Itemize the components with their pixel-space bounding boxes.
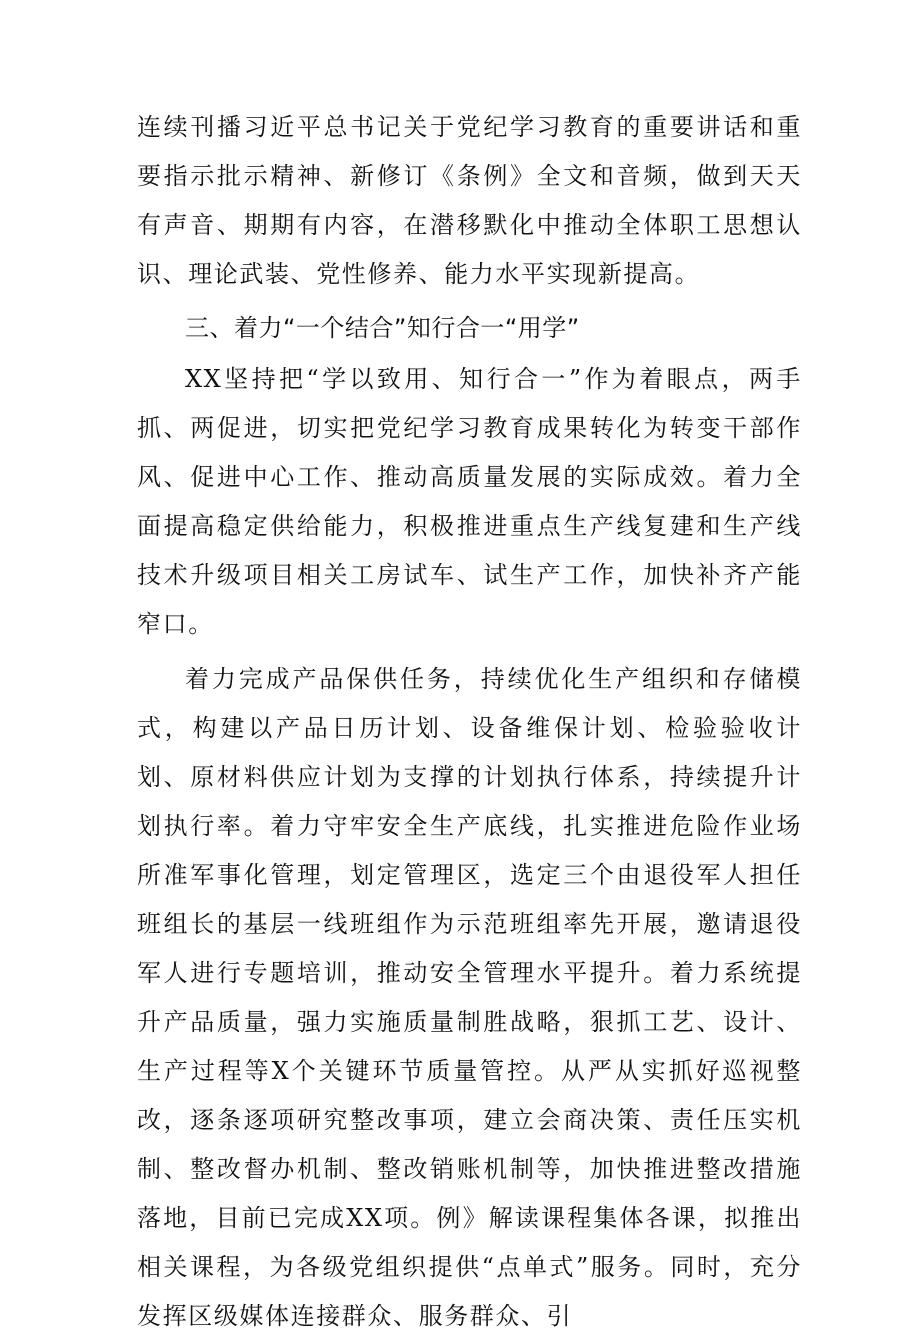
paragraph-continuation: 连续刊播习近平总书记关于党纪学习教育的重要讲话和重要指示批示精神、新修订《条例》全文和音频，做到天天有声音、期期有内容，在潜移默化中推动全体职工思想认识、理论武装、党性修养、能力水平实现新提高。 xyxy=(137,113,802,288)
paragraph-apply-learning: XX坚持把“学以致用、知行合一”作为着眼点，两手抓、两促进，切实把党纪学习教育成果转化为转变干部作风、促进中心工作、推动高质量发展的实际成效。着力全面提高稳定供给能力，积极推进重点生产线复建和生产线技术升级项目相关工房试车、试生产工作，加快补齐产能窄口。 xyxy=(137,365,802,638)
document-body xyxy=(137,103,802,1341)
paragraph-production-tasks: 着力完成产品保供任务，持续优化生产组织和存储模式，构建以产品日历计划、设备维保计划、检验验收计划、原材料供应计划为支撑的计划执行体系，持续提升计划执行率。着力守牢安全生产底线，扎实推进危险作业场所准军事化管理，划定管理区，选定三个由退役军人担任班组长的基层一线班组作为示范班组率先开展，邀请退役军人进行专题培训，推动安全管理水平提升。着力系统提升产品质量，强力实施质量制胜战略，狠抓工艺、设计、生产过程等X个关键环节质量管控。从严从实抓好巡视整改，逐条逐项研究整改事项，建立会商决策、责任压实机制、整改督办机制、整改销账机制等，加快推进整改措施落地，目前已完成XX项。例》解读课程集体各课，拟推出相关课程，为各级党组织提供“点单式”服务。同时，充分发挥区级媒体连接群众、服务群众、引 xyxy=(137,665,802,1330)
section-heading-3: 三、着力“一个结合”知行合一“用学” xyxy=(185,314,580,342)
